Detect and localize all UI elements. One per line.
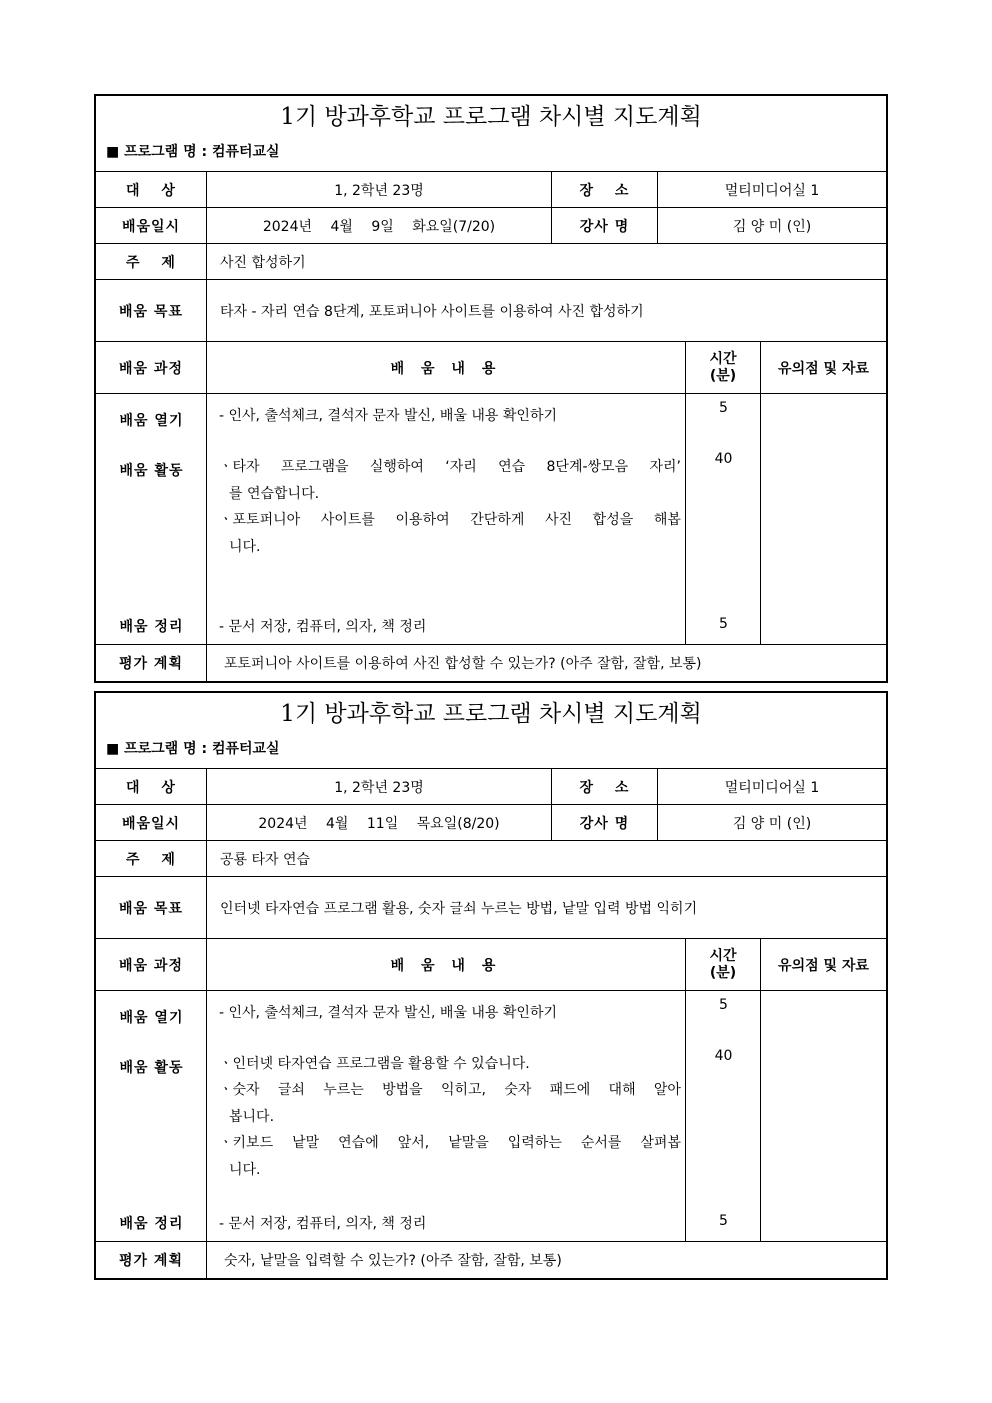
step-contents [207,991,686,1241]
word: 실행하여 [369,459,424,475]
word: 해봅 [653,512,681,528]
process-body-row [96,394,886,645]
step-contents [207,394,686,644]
program-name: ■ 프로그램 명 : 컴퓨터교실 [96,735,886,769]
word: 입력하는 [507,1135,562,1151]
teacher-value: 김 양 미 (인) [732,815,812,832]
activity-line: 니다. [229,1162,261,1178]
target-label: 대 상 [96,769,207,804]
date-row [96,805,886,841]
lesson-plan-2 [94,691,888,1280]
target-label: 대 상 [96,172,207,207]
step-times [686,394,761,644]
content-header [207,939,686,990]
activity-line [219,456,681,476]
content-header [207,342,686,393]
date-row [96,208,886,244]
teacher-label: 강사 명 [552,805,658,840]
step-open-content: - 인사, 출석체크, 결석자 문자 발신, 배울 내용 확인하기 [219,408,558,424]
activity-line: 니다. [229,539,261,555]
step-open-time: 5 [719,400,728,416]
step-activity-time: 40 [714,451,733,467]
time-header-line2: (분) [709,367,737,384]
step-open-label: 배움 열기 [119,1010,184,1026]
teacher-value: 김 양 미 (인) [732,218,812,235]
eval-label: 평가 계획 [96,1242,207,1278]
step-open-content: - 인사, 출석체크, 결석자 문자 발신, 배울 내용 확인하기 [219,1005,558,1021]
time-header [686,342,761,393]
process-label: 배움 과정 [96,939,207,990]
word: 패드에 [549,1082,591,1098]
word: 숫자 [504,1082,532,1098]
process-header-row [96,342,886,394]
goal-row [96,877,886,939]
time-header-line2: (분) [709,964,737,981]
word: 대해 [608,1082,636,1098]
date-label: 배움일시 [96,208,207,243]
notes-header: 유의점 및 자료 [778,957,869,974]
eval-value: 숫자, 낱말을 입력할 수 있는가? (아주 잘함, 잘함, 보통) [224,1253,562,1269]
eval-label: 평가 계획 [96,645,207,681]
plan-title: 1기 방과후학교 프로그램 차시별 지도계획 [280,104,702,130]
theme-row [96,244,886,280]
place-value: 멀티미디어실 1 [724,779,820,796]
target-row [96,769,886,805]
step-close-time: 5 [719,1213,728,1229]
eval-row [96,1242,886,1278]
teacher-label: 강사 명 [552,208,658,243]
place-value: 멀티미디어실 1 [724,182,820,199]
time-header [686,939,761,990]
step-close-label: 배움 정리 [119,1216,184,1232]
activity-line [219,509,681,529]
process-label: 배움 과정 [96,342,207,393]
activity-line [219,1079,681,1099]
activity-line [219,1132,681,1152]
word: 이용하여 [395,512,450,528]
goal-row [96,280,886,342]
word: 순서를 [580,1135,622,1151]
eval-value: 포토퍼니아 사이트를 이용하여 사진 합성할 수 있는가? (아주 잘함, 잘함, 보통) [224,656,702,672]
notes-header: 유의점 및 자료 [778,360,869,377]
date-value: 2024년 4월 9일 화요일(7/20) [207,208,552,243]
step-close-content: - 문서 저장, 컴퓨터, 의자, 책 정리 [219,1216,427,1232]
word: 살펴봅 [640,1135,681,1151]
lesson-plan-1 [94,94,888,683]
notes-area [761,991,886,1241]
word: 알아 [653,1082,681,1098]
word: 익히고, [440,1082,487,1098]
target-value: 1, 2학년 23명 [207,172,552,207]
word: 연습 [498,459,526,475]
step-labels [96,394,207,644]
plan-title: 1기 방과후학교 프로그램 차시별 지도계획 [280,701,702,727]
theme-label: 주 제 [96,244,207,279]
notes-area [761,394,886,644]
theme-label: 주 제 [96,841,207,876]
step-open-time: 5 [719,997,728,1013]
word: 낱말 [292,1135,320,1151]
word: 간단하게 [470,512,525,528]
word: 사이트를 [320,512,375,528]
target-row [96,172,886,208]
date-value: 2024년 4월 11일 목요일(8/20) [207,805,552,840]
word: 앞서, [397,1135,430,1151]
place-label: 장 소 [552,769,658,804]
step-times [686,991,761,1241]
time-header-line1: 시간 [709,947,737,964]
eval-row [96,645,886,681]
place-label: 장 소 [552,172,658,207]
word: ‘자리 [445,459,477,475]
word: 누르는 [323,1082,364,1098]
step-activity-label: 배움 활동 [119,1060,184,1076]
word: 방법을 [382,1082,423,1098]
date-label: 배움일시 [96,805,207,840]
time-header-line1: 시간 [709,350,737,367]
step-activity-label: 배움 활동 [119,463,184,479]
word: ㆍ키보드 [219,1135,274,1151]
activity-line: 를 연습합니다. [229,486,320,502]
activity-line: 봅니다. [229,1109,275,1125]
target-value: 1, 2학년 23명 [207,769,552,804]
word: ㆍ숫자 [219,1082,260,1098]
word: 자리’ [649,459,681,475]
process-header-row [96,939,886,991]
step-close-content: - 문서 저장, 컴퓨터, 의자, 책 정리 [219,619,427,635]
word: 연습에 [338,1135,379,1151]
word: 8단계-쌍모음 [546,459,629,475]
word: 글쇠 [277,1082,305,1098]
word: ㆍ포토퍼니아 [219,512,301,528]
goal-label: 배움 목표 [96,280,207,341]
step-close-time: 5 [719,616,728,632]
step-open-label: 배움 열기 [119,413,184,429]
word: 낱말을 [448,1135,489,1151]
goal-value: 인터넷 타자연습 프로그램 활용, 숫자 글쇠 누르는 방법, 낱말 입력 방법 익히기 [220,900,698,917]
step-activity-time: 40 [714,1048,733,1064]
content-header-label: 배 움 내 용 [390,957,502,974]
word: 합성을 [592,512,634,528]
word: ㆍ타자 [219,459,260,475]
theme-row [96,841,886,877]
program-name: ■ 프로그램 명 : 컴퓨터교실 [96,138,886,172]
activity-line: ㆍ인터넷 타자연습 프로그램을 활용할 수 있습니다. [219,1056,530,1072]
step-close-label: 배움 정리 [119,619,184,635]
word: 사진 [544,512,573,528]
step-labels [96,991,207,1241]
theme-value: 공룡 타자 연습 [220,851,311,868]
process-body-row [96,991,886,1242]
content-header-label: 배 움 내 용 [390,360,502,377]
theme-value: 사진 합성하기 [220,254,306,271]
goal-value: 타자 - 자리 연습 8단계, 포토퍼니아 사이트를 이용하여 사진 합성하기 [220,303,644,320]
goal-label: 배움 목표 [96,877,207,938]
word: 프로그램을 [280,459,349,475]
